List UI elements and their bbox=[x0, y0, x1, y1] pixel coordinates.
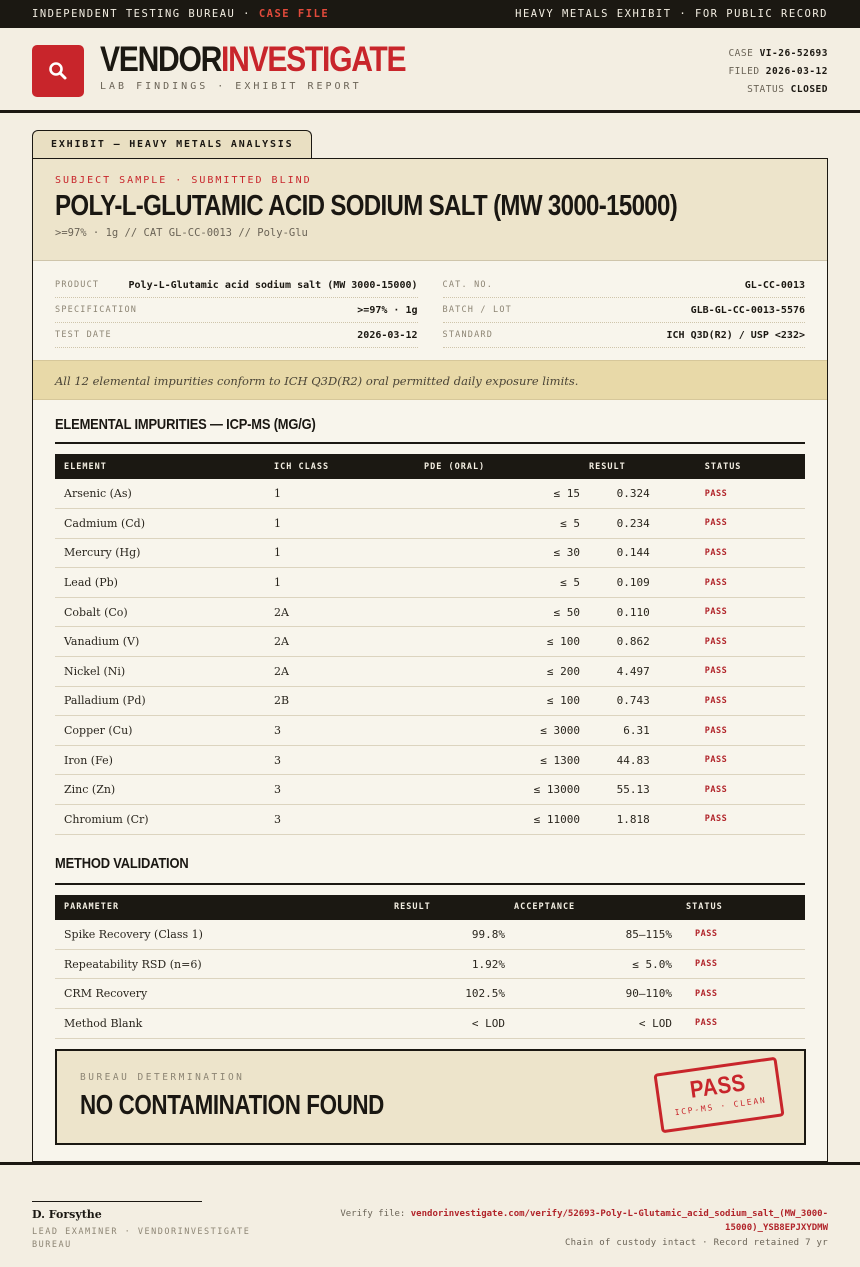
cell-element: Lead (Pb) bbox=[55, 568, 265, 598]
cell-cls: 2A bbox=[265, 657, 415, 687]
table-row bbox=[55, 745, 805, 775]
top-bar-right: HEAVY METALS EXHIBIT · FOR PUBLIC RECORD bbox=[515, 8, 828, 20]
status-badge: PASS bbox=[696, 775, 805, 805]
table-row bbox=[55, 775, 805, 805]
cell-cls: 3 bbox=[265, 805, 415, 835]
case-status: STATUS CLOSED bbox=[747, 84, 828, 95]
case-meta bbox=[728, 45, 828, 99]
cell-result: 55.13 bbox=[580, 775, 696, 805]
table-row bbox=[55, 949, 805, 979]
summary-banner: All 12 elemental impurities conform to ICH Q3D(R2) oral permitted daily exposure limits. bbox=[33, 360, 827, 400]
status-badge: PASS bbox=[696, 686, 805, 716]
cell-pde: ≤ 5 bbox=[415, 509, 580, 539]
subject-title: POLY-L-GLUTAMIC ACID SODIUM SALT (MW 3000-15000) bbox=[55, 190, 678, 222]
cell-element: Cadmium (Cd) bbox=[55, 509, 265, 539]
facts-left bbox=[55, 273, 418, 360]
cell-result: < LOD bbox=[385, 1008, 505, 1038]
exhibit-tab: EXHIBIT — HEAVY METALS ANALYSIS bbox=[32, 130, 312, 159]
cell-result: 1.92% bbox=[385, 949, 505, 979]
cell-cls: 2B bbox=[265, 686, 415, 716]
examiner-name: D. Forsythe bbox=[32, 1208, 102, 1221]
logo[interactable] bbox=[32, 45, 84, 97]
table-row bbox=[55, 979, 805, 1009]
cell-cls: 2A bbox=[265, 597, 415, 627]
cell-cls: 1 bbox=[265, 509, 415, 539]
brand-wordmark: VENDORINVESTIGATE bbox=[100, 40, 406, 79]
cell-result: 0.144 bbox=[580, 538, 696, 568]
table-header: ELEMENT ICH CLASS PDE (ORAL) RESULT STATUS bbox=[55, 454, 805, 479]
cell-cls: 1 bbox=[265, 568, 415, 598]
cell-param: Spike Recovery (Class 1) bbox=[55, 920, 385, 950]
status-badge: PASS bbox=[677, 949, 805, 979]
cell-pde: ≤ 3000 bbox=[415, 716, 580, 746]
cell-param: CRM Recovery bbox=[55, 979, 385, 1009]
cell-result: 102.5% bbox=[385, 979, 505, 1009]
cell-element: Vanadium (V) bbox=[55, 627, 265, 657]
validation-title: METHOD VALIDATION bbox=[55, 854, 189, 872]
subject-kicker: SUBJECT SAMPLE · SUBMITTED BLIND bbox=[55, 175, 312, 186]
cell-element: Arsenic (As) bbox=[55, 479, 265, 509]
cell-element: Iron (Fe) bbox=[55, 745, 265, 775]
fact-test-date: TEST DATE 2026-03-12 bbox=[55, 323, 418, 348]
header bbox=[0, 28, 860, 113]
cell-element: Nickel (Ni) bbox=[55, 657, 265, 687]
cell-pde: ≤ 100 bbox=[415, 627, 580, 657]
fact-cat-no: CAT. NO. GL-CC-0013 bbox=[443, 273, 806, 298]
cell-result: 0.109 bbox=[580, 568, 696, 598]
impurities-section bbox=[33, 400, 827, 835]
cell-pde: ≤ 30 bbox=[415, 538, 580, 568]
verify-link[interactable]: vendorinvestigate.com/verify/52693-Poly-L-Glutamic_acid_sodium_salt_(MW_3000-15000)_YSB8EPJXYDMW bbox=[410, 1209, 828, 1233]
cell-cls: 3 bbox=[265, 745, 415, 775]
verify-block: Verify file: vendorinvestigate.com/verify/52693-Poly-L-Glutamic_acid_sodium_salt_(MW_3000-15000)_YSB8EPJXYDMW bbox=[340, 1209, 828, 1233]
cell-pde: ≤ 50 bbox=[415, 597, 580, 627]
table-row bbox=[55, 538, 805, 568]
cell-cls: 3 bbox=[265, 775, 415, 805]
case-number: CASE VI-26-52693 bbox=[728, 48, 828, 59]
table-header: PARAMETER RESULT ACCEPTANCE STATUS bbox=[55, 895, 805, 920]
pass-stamp: PASS ICP-MS · CLEAN bbox=[653, 1057, 784, 1134]
cell-cls: 1 bbox=[265, 479, 415, 509]
facts-right bbox=[443, 273, 806, 360]
table-row bbox=[55, 568, 805, 598]
table-row bbox=[55, 509, 805, 539]
table-row bbox=[55, 479, 805, 509]
cell-acceptance: 90–110% bbox=[505, 979, 677, 1009]
subject-block bbox=[33, 159, 827, 261]
table-row bbox=[55, 597, 805, 627]
cell-element: Mercury (Hg) bbox=[55, 538, 265, 568]
cell-result: 0.234 bbox=[580, 509, 696, 539]
cell-element: Copper (Cu) bbox=[55, 716, 265, 746]
cell-param: Method Blank bbox=[55, 1008, 385, 1038]
divider bbox=[55, 442, 805, 444]
verdict-box bbox=[55, 1049, 806, 1145]
cell-pde: ≤ 200 bbox=[415, 657, 580, 687]
impurities-title: ELEMENTAL IMPURITIES — ICP-MS (ΜG/G) bbox=[55, 416, 316, 433]
case-file-tag: CASE FILE bbox=[258, 8, 330, 20]
examiner-role: LEAD EXAMINER · VENDORINVESTIGATE BUREAU bbox=[32, 1227, 251, 1250]
signature-line bbox=[32, 1201, 202, 1202]
custody-note: Chain of custody intact · Record retained 7 yr bbox=[564, 1238, 828, 1248]
cell-element: Cobalt (Co) bbox=[55, 597, 265, 627]
cell-result: 99.8% bbox=[385, 920, 505, 950]
status-badge: PASS bbox=[677, 920, 805, 950]
top-bar bbox=[0, 0, 860, 28]
verdict-label: BUREAU DETERMINATION bbox=[80, 1072, 245, 1083]
cell-result: 0.862 bbox=[580, 627, 696, 657]
cell-pde: ≤ 15 bbox=[415, 479, 580, 509]
cell-element: Zinc (Zn) bbox=[55, 775, 265, 805]
facts-grid bbox=[33, 261, 827, 360]
fact-standard: STANDARD ICH Q3D(R2) / USP <232> bbox=[443, 323, 806, 348]
cell-pde: ≤ 5 bbox=[415, 568, 580, 598]
status-badge: PASS bbox=[696, 657, 805, 687]
cell-acceptance: 85–115% bbox=[505, 920, 677, 950]
status-badge: PASS bbox=[696, 805, 805, 835]
validation-table bbox=[55, 895, 805, 1039]
fact-batch: BATCH / LOT GLB-GL-CC-0013-5576 bbox=[443, 298, 806, 323]
fact-specification: SPECIFICATION >=97% · 1g bbox=[55, 298, 418, 323]
divider bbox=[55, 883, 805, 885]
cell-pde: ≤ 1300 bbox=[415, 745, 580, 775]
cell-cls: 1 bbox=[265, 538, 415, 568]
verdict-value: NO CONTAMINATION FOUND bbox=[80, 1089, 384, 1120]
table-row bbox=[55, 805, 805, 835]
status-badge: PASS bbox=[696, 479, 805, 509]
status-badge: PASS bbox=[696, 568, 805, 598]
table-row bbox=[55, 627, 805, 657]
magnifier-icon bbox=[47, 60, 69, 82]
table-row bbox=[55, 920, 805, 950]
fact-product: PRODUCT Poly-L-Glutamic acid sodium salt (MW 3000-15000) bbox=[55, 273, 418, 298]
cell-result: 44.83 bbox=[580, 745, 696, 775]
top-bar-left: INDEPENDENT TESTING BUREAU · CASE FILE bbox=[32, 8, 330, 20]
cell-result: 0.110 bbox=[580, 597, 696, 627]
cell-pde: ≤ 11000 bbox=[415, 805, 580, 835]
cell-result: 1.818 bbox=[580, 805, 696, 835]
table-row bbox=[55, 1008, 805, 1038]
table-row bbox=[55, 716, 805, 746]
cell-pde: ≤ 13000 bbox=[415, 775, 580, 805]
table-row bbox=[55, 686, 805, 716]
cell-cls: 2A bbox=[265, 627, 415, 657]
footer-divider bbox=[0, 1162, 860, 1165]
status-badge: PASS bbox=[696, 509, 805, 539]
status-badge: PASS bbox=[677, 979, 805, 1009]
brand-subtitle: LAB FINDINGS · EXHIBIT REPORT bbox=[100, 81, 362, 92]
status-badge: PASS bbox=[696, 538, 805, 568]
cell-element: Chromium (Cr) bbox=[55, 805, 265, 835]
status-badge: PASS bbox=[677, 1008, 805, 1038]
cell-acceptance: < LOD bbox=[505, 1008, 677, 1038]
cell-result: 0.743 bbox=[580, 686, 696, 716]
cell-pde: ≤ 100 bbox=[415, 686, 580, 716]
cell-param: Repeatability RSD (n=6) bbox=[55, 949, 385, 979]
cell-result: 6.31 bbox=[580, 716, 696, 746]
cell-result: 0.324 bbox=[580, 479, 696, 509]
status-badge: PASS bbox=[696, 716, 805, 746]
status-badge: PASS bbox=[696, 627, 805, 657]
table-row bbox=[55, 657, 805, 687]
cell-result: 4.497 bbox=[580, 657, 696, 687]
status-badge: PASS bbox=[696, 745, 805, 775]
subject-line: >=97% · 1g // CAT GL-CC-0013 // Poly-Glu bbox=[55, 227, 308, 239]
exhibit-panel bbox=[32, 158, 828, 1162]
status-badge: PASS bbox=[696, 597, 805, 627]
cell-element: Palladium (Pd) bbox=[55, 686, 265, 716]
impurities-table bbox=[55, 454, 805, 835]
cell-cls: 3 bbox=[265, 716, 415, 746]
filed-date: FILED 2026-03-12 bbox=[728, 66, 828, 77]
cell-acceptance: ≤ 5.0% bbox=[505, 949, 677, 979]
validation-section bbox=[33, 835, 827, 1039]
